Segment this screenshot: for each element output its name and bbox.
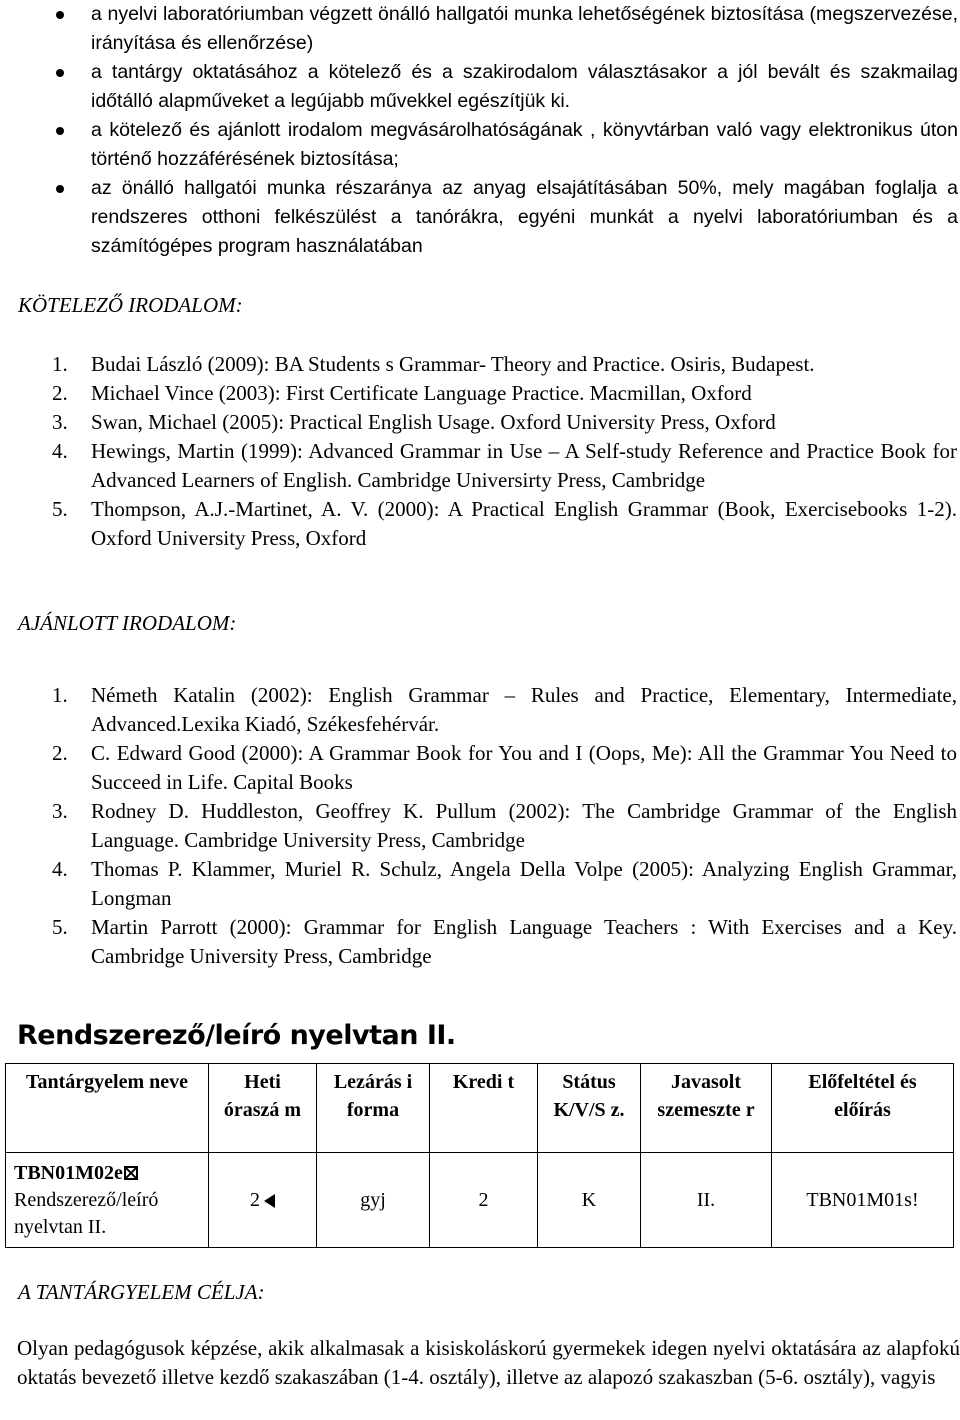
left-triangle-icon [264,1194,275,1208]
status-cell: K [538,1153,641,1248]
bullet-dot [56,185,64,193]
reference-item: 1. Budai László (2009): BA Students s Grammar- Theory and Practice. Osiris, Budapest. [52,352,815,376]
course-title: Rendszerező/leíró nyelvtan II. [17,1020,456,1051]
table-header-row [6,1064,954,1153]
reference-item: 2. Michael Vince (2003): First Certificate Language Practice. Macmillan, Oxford [52,381,752,405]
bullet-item: a kötelező és ajánlott irodalom megvásárolhatóságának , könyvtárban való vagy elektronikus úton történő hozzáférésének biztosítása; [0,116,960,174]
checked-box-icon [124,1166,138,1180]
reference-item: 2. C. Edward Good (2000): A Grammar Book for You and I (Oops, Me): All the Grammar You Need to Succeed in Life. Capital Books [52,741,957,794]
required-literature-list [0,350,960,553]
hours-cell: 2 [209,1153,317,1248]
course-code: TBN01M02e [14,1161,123,1184]
bullet-item: a tantárgy oktatásához a kötelező és a szakirodalom választásakor a jól bevált és szakmailag időtálló alapműveket a legújabb művekkel egészítjük ki. [0,58,960,116]
column-header: Tantárgyelem neve [6,1064,209,1153]
bullet-dot [56,127,64,135]
reference-item: 5. Thompson, A.J.-Martinet, A. V. (2000): A Practical English Grammar (Book, Exercisebooks 1-2). Oxford University Press, Oxford [52,497,957,550]
column-header: Előfeltétel és előírás [772,1064,954,1153]
table-row [6,1153,954,1248]
reference-item: 3. Swan, Michael (2005): Practical English Usage. Oxford University Press, Oxford [52,410,776,434]
column-header: Kredi t [430,1064,538,1153]
column-header: Státus K/V/S z. [538,1064,641,1153]
bullet-item: a nyelvi laboratóriumban végzett önálló hallgatói munka lehetőségének biztosítása (megszervezése, irányítása és ellenőrzése) [0,0,960,58]
recommended-literature-list [0,681,960,971]
reference-item: 4. Thomas P. Klammer, Muriel R. Schulz, Angela Della Volpe (2005): Analyzing English Grammar, Longman [52,857,957,910]
column-header: Javasolt szemeszte r [641,1064,772,1153]
prereq-cell: TBN01M01s! [772,1153,954,1248]
bullet-dot [56,69,64,77]
course-cell [6,1153,209,1248]
reference-item: 3. Rodney D. Huddleston, Geoffrey K. Pullum (2002): The Cambridge Grammar of the English Language. Cambridge University Press, Cambridge [52,799,957,852]
column-header: Lezárás i forma [317,1064,430,1153]
exam-cell: gyj [317,1153,430,1248]
credit-cell: 2 [430,1153,538,1248]
column-header: Heti óraszá m [209,1064,317,1153]
bullet-list [0,0,960,261]
reference-item: 1. Németh Katalin (2002): English Grammar – Rules and Practice, Elementary, Intermediate, Advanced.Lexika Kiadó, Székesfehérvár. [52,683,957,736]
course-purpose-heading: A TANTÁRGYELEM CÉLJA: [18,1280,265,1304]
reference-item: 4. Hewings, Martin (1999): Advanced Grammar in Use – A Self-study Reference and Practice Book for Advanced Learners of English. Cambridge Universirty Press, Cambridge [52,439,957,492]
course-name: Rendszerező/leíró nyelvtan II. [14,1188,159,1238]
course-purpose-text: Olyan pedagógusok képzése, akik alkalmasak a kisiskoláskorú gyermekek idegen nyelvi oktatására az alapfokú oktatás bevezető illetve kezdő szakaszában (1-4. osztály), illetve az alapozó szakaszban (5-6. osztály), vagyis [17,1336,960,1389]
reference-item: 5. Martin Parrott (2000): Grammar for English Language Teachers : With Exercises and a Key. Cambridge University Press, Cambridge [52,915,957,968]
bullet-dot [56,11,64,19]
required-literature-heading: KÖTELEZŐ IRODALOM: [18,293,243,317]
course-table [5,1063,954,1248]
recommended-literature-heading: AJÁNLOTT IRODALOM: [18,611,237,635]
semester-cell: II. [641,1153,772,1248]
bullet-item: az önálló hallgatói munka részaránya az anyag elsajátításában 50%, mely magában foglalja a rendszeres otthoni felkészülést a tanórákra, egyéni munkát a nyelvi laboratóriumban és a számítógépes program használatában [0,174,960,261]
